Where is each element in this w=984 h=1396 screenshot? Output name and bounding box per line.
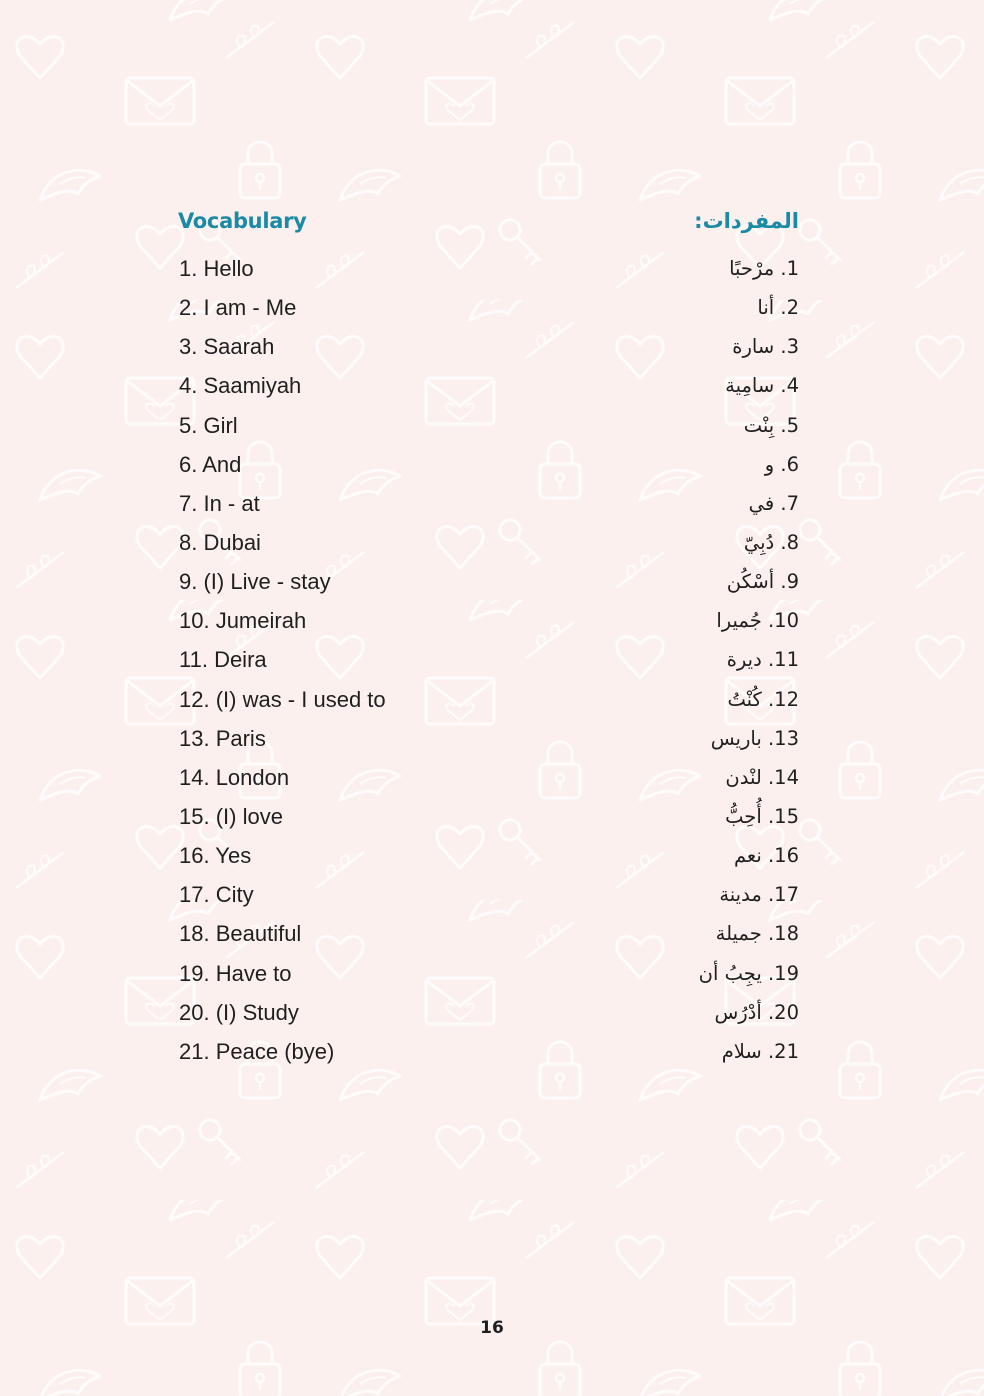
list-item: 9. أسْكُن — [726, 570, 799, 594]
list-item: 8. Dubai — [179, 529, 261, 555]
list-item: 14. لنْدن — [725, 765, 799, 789]
list-item: 21. Peace (bye) — [179, 1038, 335, 1064]
list-item: 16. Yes — [179, 843, 252, 869]
list-item: 9. (I) Live - stay — [179, 569, 331, 595]
list-item: 15. (I) love — [179, 803, 283, 829]
list-item: 3. Saarah — [179, 334, 275, 360]
list-item: 13. Paris — [179, 725, 266, 751]
list-item: 11. Deira — [179, 647, 267, 673]
list-item: 21. سلام — [721, 1039, 799, 1063]
arabic-vocabulary-heading: المفردات: — [694, 209, 799, 233]
arabic-word-list — [699, 253, 799, 1075]
list-item: 14. London — [179, 764, 290, 790]
list-item: 20. (I) Study — [179, 999, 299, 1025]
list-item: 18. Beautiful — [179, 921, 302, 947]
list-item: 8. دُبِيّ — [743, 530, 799, 554]
list-item: 12. (I) was - I used to — [179, 686, 386, 712]
list-item: 5. Girl — [179, 412, 238, 438]
list-item: 4. سامِية — [725, 374, 799, 398]
list-item: 10. جُميرا — [716, 609, 799, 633]
list-item: 7. في — [748, 491, 799, 515]
list-item: 5. بِنْت — [743, 413, 799, 437]
list-item: 17. مدينة — [719, 883, 799, 907]
list-item: 12. كُنْتُ — [727, 687, 799, 711]
page-number: 16 — [480, 1318, 504, 1338]
list-item: 7. In - at — [179, 490, 260, 516]
list-item: 11. ديرة — [726, 648, 799, 672]
list-item: 17. City — [179, 882, 254, 908]
list-item: 2. أنا — [757, 296, 799, 320]
list-item: 13. باريس — [710, 726, 799, 750]
list-item: 1. Hello — [179, 256, 254, 281]
list-item: 18. جميلة — [715, 922, 799, 946]
english-word-list — [179, 253, 386, 1075]
list-item: 10. Jumeirah — [179, 608, 307, 634]
list-item: 2. I am - Me — [179, 295, 297, 321]
list-item: 6. و — [764, 452, 799, 476]
english-vocabulary-heading: Vocabulary — [178, 209, 307, 233]
list-item: 1. مرْحبًا — [729, 257, 799, 280]
list-item: 6. And — [179, 451, 242, 477]
list-item: 3. سارة — [732, 335, 799, 359]
list-item: 15. أُحِبُّ — [725, 804, 799, 828]
list-item: 19. Have to — [179, 960, 292, 986]
list-item: 16. نعم — [733, 844, 799, 868]
list-item: 20. أدْرُس — [714, 1000, 799, 1024]
list-item: 19. يجِبُ أن — [698, 961, 799, 985]
list-item: 4. Saamiyah — [179, 373, 302, 399]
